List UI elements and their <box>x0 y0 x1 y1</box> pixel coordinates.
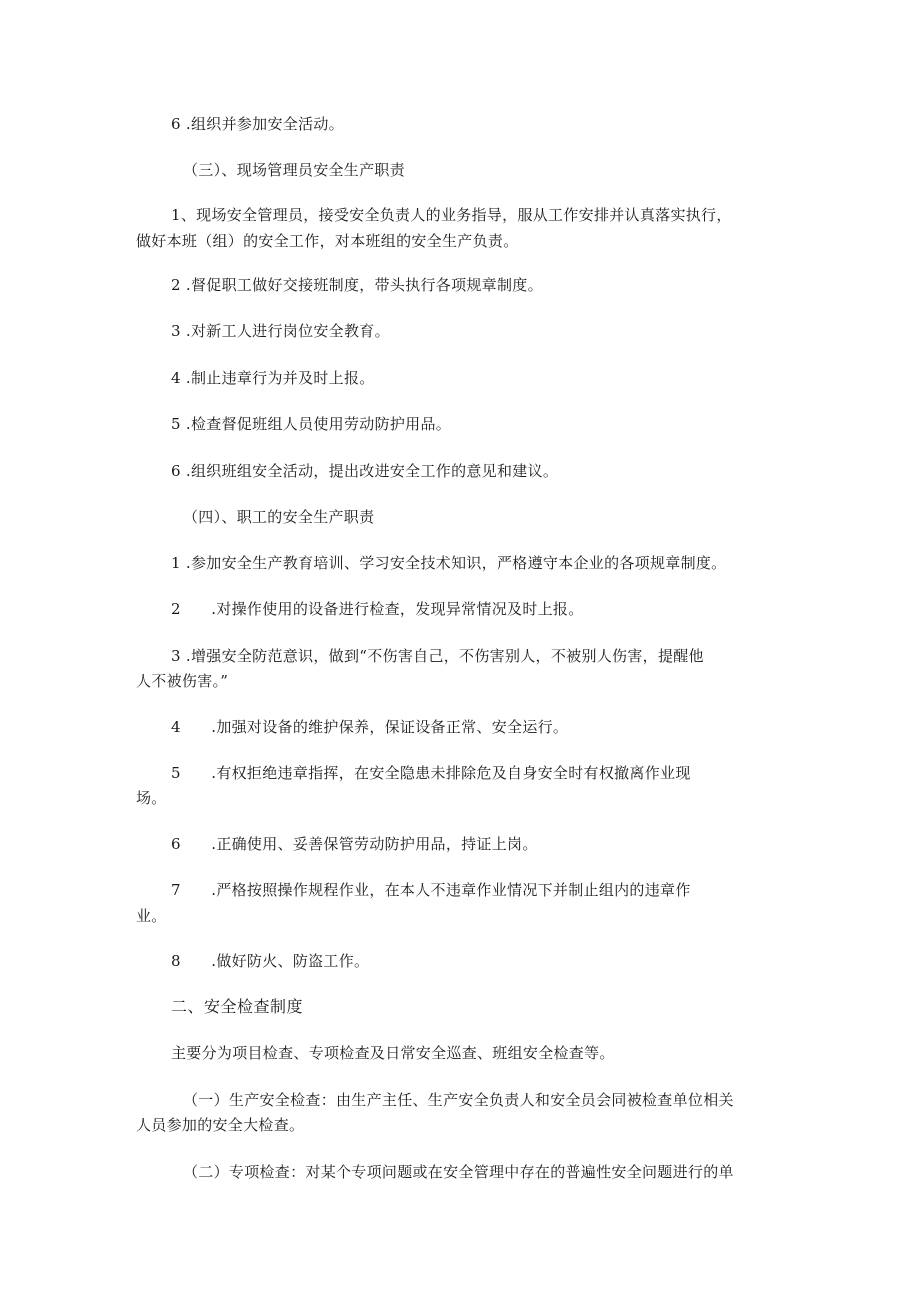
line-site-manager-6: 6 .组织班组安全活动，提出改进安全工作的意见和建议。 <box>171 462 559 480</box>
line-worker-5b: 场。 <box>136 789 167 807</box>
line-inspection-intro: 主要分为项目检查、专项检查及日常安全巡查、班组安全检查等。 <box>171 1044 615 1062</box>
line-site-manager-1a: 1、现场安全管理员，接受安全负责人的业务指导，服从工作安排并认真落实执行， <box>171 206 732 224</box>
line-inspection-1a: （一）生产安全检查：由生产主任、生产安全负责人和安全员会同被检查单位相关 <box>183 1091 734 1109</box>
line-site-manager-5: 5 .检查督促班组人员使用劳动防护用品。 <box>171 415 452 433</box>
line-worker-3a: 3 .增强安全防范意识，做到“不伤害自己，不伤害别人，不被别人伤害，提醒他 <box>171 647 704 665</box>
line-site-manager-1b: 做好本班（组）的安全工作，对本班组的安全生产负责。 <box>136 232 519 250</box>
line-worker-5a: 5 .有权拒绝违章指挥，在安全隐患未排除危及自身安全时有权撤离作业现 <box>171 764 691 782</box>
line-worker-7a: 7 .严格按照操作规程作业，在本人不违章作业情况下并制止组内的违章作 <box>171 881 691 899</box>
section-heading-worker: （四）、职工的安全生产职责 <box>183 508 375 526</box>
section-heading-site-manager: （三）、现场管理员安全生产职责 <box>183 161 406 179</box>
line-site-manager-3: 3 .对新工人进行岗位安全教育。 <box>171 322 390 340</box>
line-worker-4: 4 .加强对设备的维护保养，保证设备正常、安全运行。 <box>171 718 569 736</box>
line-worker-3b: 人不被伤害。” <box>136 672 229 690</box>
line-inspection-2a: （二）专项检查：对某个专项问题或在安全管理中存在的普遍性安全问题进行的单 <box>183 1163 734 1181</box>
line-worker-2: 2 .对操作使用的设备进行检查，发现异常情况及时上报。 <box>171 600 584 618</box>
line-worker-6: 6 .正确使用、妥善保管劳动防护用品，持证上岗。 <box>171 835 538 853</box>
line-worker-1: 1 .参加安全生产教育培训、学习安全技术知识，严格遵守本企业的各项规章制度。 <box>171 554 727 572</box>
section-heading-inspection: 二、安全检查制度 <box>171 997 304 1016</box>
line-site-manager-4: 4 .制止违章行为并及时上报。 <box>171 369 375 387</box>
line-resp-6-activity: 6 .组织并参加安全活动。 <box>171 115 344 133</box>
line-inspection-1b: 人员参加的安全大检查。 <box>136 1116 305 1134</box>
line-site-manager-2: 2 .督促职工做好交接班制度，带头执行各项规章制度。 <box>171 276 543 294</box>
line-worker-8: 8 .做好防火、防盗工作。 <box>171 952 370 970</box>
line-worker-7b: 业。 <box>136 907 167 925</box>
